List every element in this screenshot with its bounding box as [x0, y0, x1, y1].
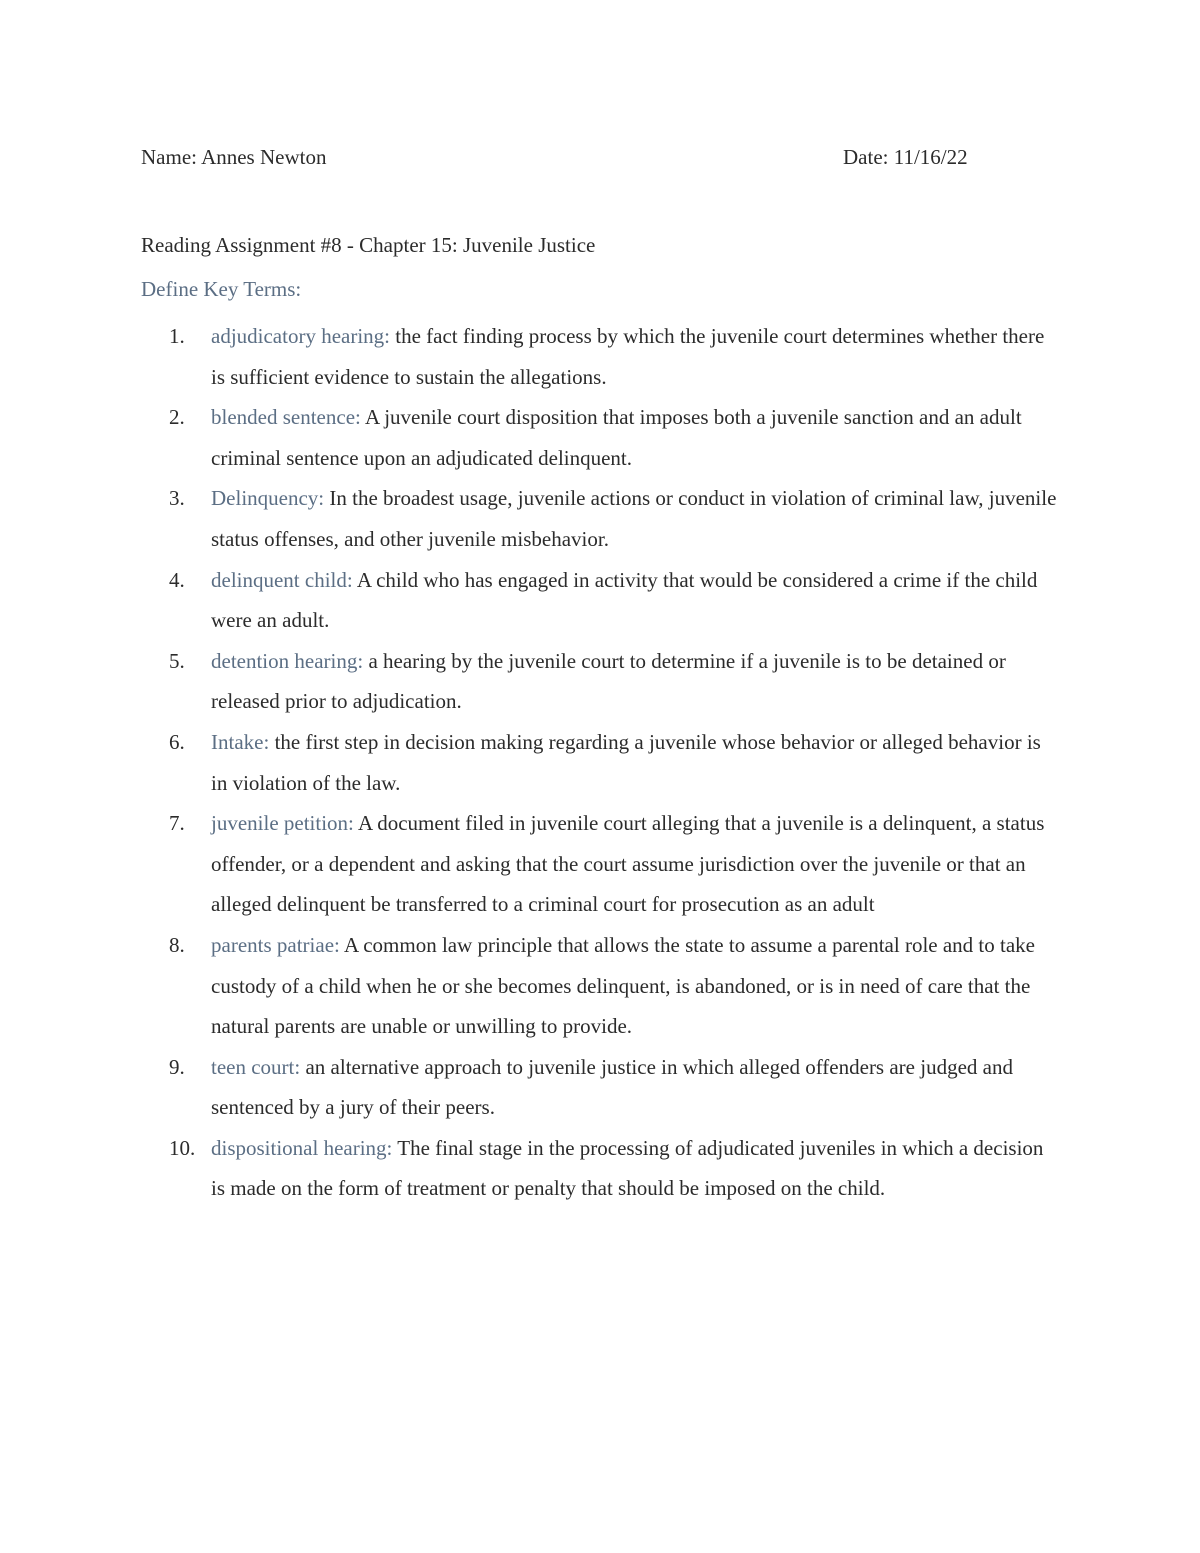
term-name: dispositional hearing:	[211, 1135, 393, 1160]
assignment-title: Reading Assignment #8 - Chapter 15: Juvenile Justice	[141, 233, 596, 257]
term-name: blended sentence:	[211, 405, 361, 430]
item-number: 7.	[169, 811, 185, 836]
list-item	[141, 722, 1061, 803]
term-name: adjudicatory hearing:	[211, 324, 391, 348]
item-number: 2.	[169, 405, 185, 430]
list-item	[141, 397, 1061, 478]
term-name: teen court:	[211, 1054, 301, 1079]
list-item	[141, 641, 1061, 722]
term-definition: A document filed in juvenile court alleging that a juvenile is a delinquent, a status offender, or a dependent and asking that the court assume jurisdiction over the juvenile or that an alleged delinquent be transferred to a criminal court for prosecution as an adult	[211, 811, 1045, 917]
term-definition: A common law principle that allows the state to assume a parental role and to take custody of a child when he or she becomes delinquent, is abandoned, or is in need of care that the natural parents are unable or unwilling to provide.	[211, 932, 1035, 1039]
term-name: detention hearing:	[211, 648, 364, 673]
list-item	[141, 478, 1061, 559]
section-heading: Define Key Terms:	[141, 277, 302, 301]
term-definition: the fact finding process by which the juvenile court determines whether there is sufficient evidence to sustain the allegations.	[211, 324, 1045, 389]
list-item	[141, 316, 1061, 397]
term-name: Intake:	[211, 729, 270, 754]
item-number: 3.	[169, 486, 185, 511]
list-item	[141, 1047, 1061, 1128]
term-definition: an alternative approach to juvenile justice in which alleged offenders are judged and sentenced by a jury of their peers.	[211, 1054, 1013, 1120]
item-number: 10.	[169, 1135, 196, 1160]
key-terms-list	[141, 316, 1061, 1209]
header-row	[141, 142, 1061, 172]
item-number: 9.	[169, 1054, 185, 1079]
list-item	[141, 1128, 1061, 1209]
term-name: delinquent child:	[211, 567, 353, 592]
student-name: Name: Annes Newton	[141, 145, 327, 169]
term-definition: A child who has engaged in activity that would be considered a crime if the child were an adult.	[211, 567, 1038, 633]
item-number: 6.	[169, 729, 185, 754]
item-number: 8.	[169, 932, 185, 957]
term-name: parents patriae:	[211, 932, 340, 957]
list-item	[141, 925, 1061, 1047]
item-number: 4.	[169, 567, 185, 592]
item-number: 5.	[169, 648, 185, 673]
list-item	[141, 803, 1061, 925]
term-definition: a hearing by the juvenile court to determine if a juvenile is to be detained or released prior to adjudication.	[211, 648, 1006, 714]
term-definition: the first step in decision making regarding a juvenile whose behavior or alleged behavior is in violation of the law.	[211, 729, 1041, 795]
assignment-date: Date: 11/16/22	[843, 145, 968, 169]
term-definition: In the broadest usage, juvenile actions or conduct in violation of criminal law, juvenile status offenses, and other juvenile misbehavior.	[211, 486, 1057, 551]
term-name: Delinquency:	[211, 486, 325, 511]
item-number: 1.	[169, 324, 185, 348]
term-definition: A juvenile court disposition that imposes both a juvenile sanction and an adult criminal sentence upon an adjudicated delinquent.	[211, 405, 1022, 470]
term-name: juvenile petition:	[211, 811, 354, 836]
list-item	[141, 560, 1061, 641]
term-definition: The final stage in the processing of adjudicated juveniles in which a decision is made on the form of treatment or penalty that should be imposed on the child.	[211, 1135, 1044, 1201]
